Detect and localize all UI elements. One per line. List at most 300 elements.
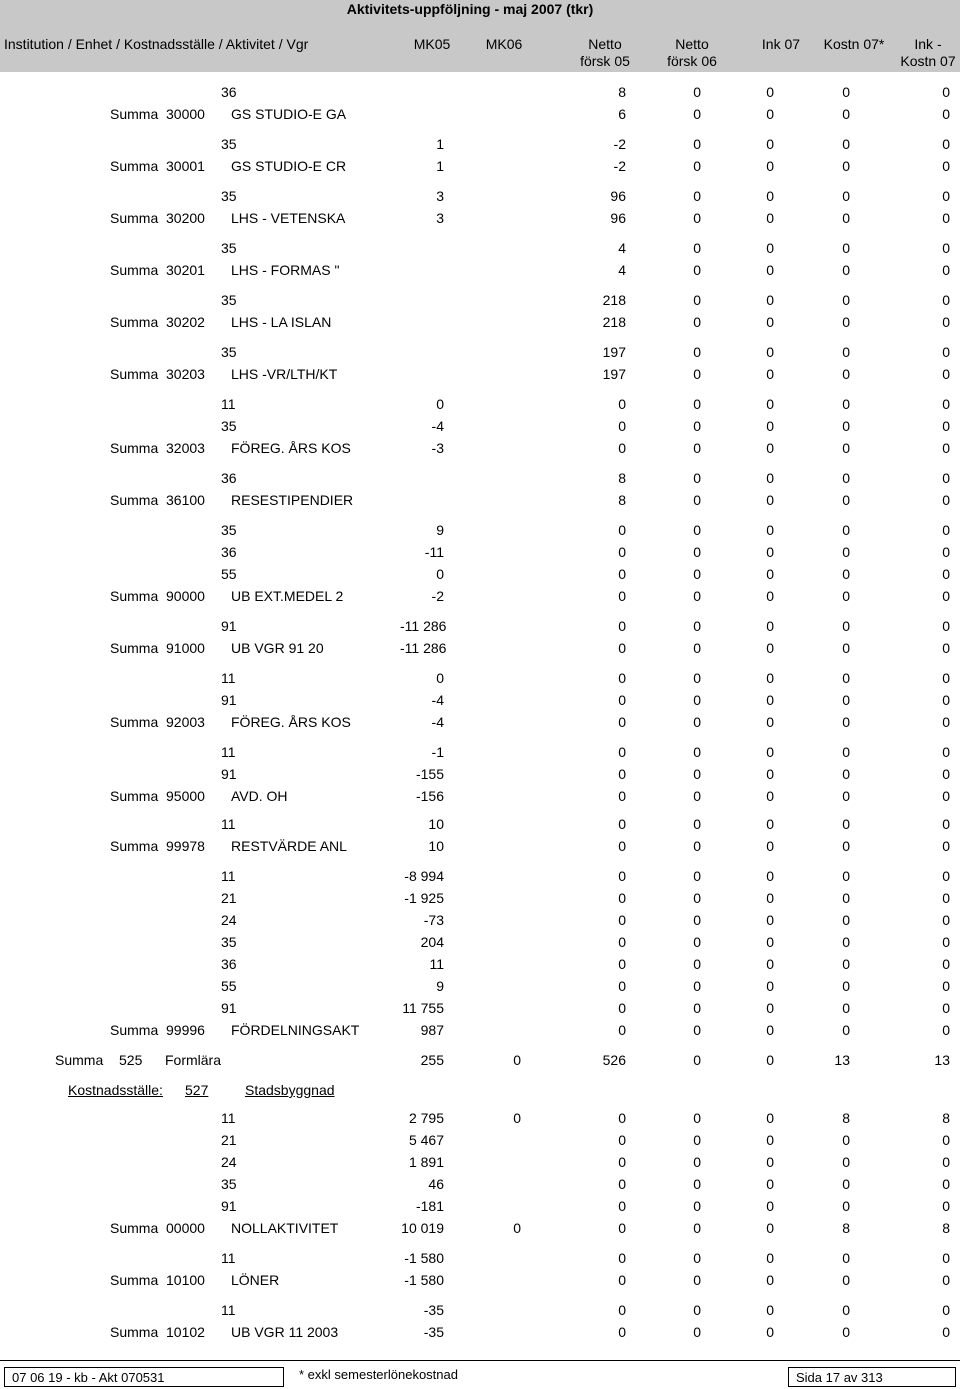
mk05-cell: -4 [431,418,444,434]
mk06-cell [470,84,521,100]
forsk06-cell: 0 [693,640,701,656]
forsk05-cell: 6 [618,106,626,122]
header-col-mk06: MK06 [485,36,523,52]
vgr-code: 35 [221,344,237,360]
mk06-cell [470,262,521,278]
forsk06-cell: 0 [693,314,701,330]
header-col-netto06 [650,36,734,70]
summa-label: Summa [110,838,159,854]
activity-id: 10102 [166,1324,205,1340]
ink07-cell: 0 [766,1250,774,1266]
forsk06-cell: 0 [693,890,701,906]
forsk05-cell: 0 [618,588,626,604]
mk05-cell: -181 [415,1198,444,1214]
forsk05-cell: 0 [618,1302,626,1318]
vgr-code: 11 [221,868,236,884]
kostn07-cell: 0 [842,366,850,382]
forsk06-cell: 0 [693,106,701,122]
ink-kostn07-cell: 0 [942,1176,950,1192]
mk06-cell [470,522,521,538]
kostn07-cell: 0 [842,544,850,560]
ink07-cell: 0 [766,978,774,994]
forsk06-cell: 0 [693,396,701,412]
kostn07-cell: 8 [842,1220,850,1236]
ink-kostn07-cell: 0 [942,1000,950,1016]
ink07-cell: 0 [766,1220,774,1236]
kostn07-cell: 0 [842,1176,850,1192]
mk06-cell [470,816,521,832]
footer-note: * exkl semesterlönekostnad [299,1367,458,1382]
header-col-netto06-line2: försk 06 [667,53,717,69]
vgr-code: 91 [221,1000,237,1016]
mk05-cell: -1 580 [404,1272,444,1288]
kostn07-cell: 0 [842,744,850,760]
kostn07-cell: 0 [842,396,850,412]
vgr-code: 21 [221,1132,237,1148]
ink-kostn07-cell: 0 [942,978,950,994]
vgr-code: 11 [221,744,236,760]
mk06-cell [470,1022,521,1038]
forsk06-cell: 0 [693,788,701,804]
summa-label: Summa [110,262,159,278]
forsk06-cell: 0 [693,136,701,152]
forsk06-cell: 0 [693,1022,701,1038]
kostn07-cell: 0 [842,240,850,256]
kostn07-cell: 0 [842,640,850,656]
ink-kostn07-cell: 8 [942,1220,950,1236]
kostn07-cell: 0 [842,210,850,226]
summa-label: Summa [55,1052,104,1068]
ink07-cell: 0 [766,84,774,100]
forsk05-cell: 96 [610,188,626,204]
ink07-cell: 0 [766,188,774,204]
kostn07-cell: 0 [842,766,850,782]
forsk05-cell: 0 [618,1272,626,1288]
forsk06-cell: 0 [693,934,701,950]
mk06-cell [470,158,521,174]
mk06-cell [470,1000,521,1016]
forsk05-cell: 96 [610,210,626,226]
activity-id: 95000 [166,788,205,804]
forsk05-cell: 0 [618,956,626,972]
ink-kostn07-cell: 0 [942,838,950,854]
forsk06-cell: 0 [693,978,701,994]
summa-label: Summa [110,1324,159,1340]
kostn07-cell: 8 [842,1110,850,1126]
ink07-cell: 0 [766,838,774,854]
summa-label: Summa [110,1022,159,1038]
mk06-cell [470,1132,521,1148]
mk06-cell [470,1154,521,1170]
kostn07-cell: 0 [842,1250,850,1266]
forsk06-cell: 0 [693,522,701,538]
activity-id: 30203 [166,366,205,382]
kostn07-cell: 13 [834,1052,850,1068]
ink07-cell: 0 [766,640,774,656]
ink-kostn07-cell: 0 [942,788,950,804]
report-header [0,0,960,72]
forsk05-cell: 0 [618,816,626,832]
ink-kostn07-cell: 0 [942,640,950,656]
summa-label: Summa [110,366,159,382]
ink-kostn07-cell: 0 [942,292,950,308]
mk05-cell [400,292,444,308]
kostn07-cell: 0 [842,1022,850,1038]
ink07-cell: 0 [766,106,774,122]
forsk05-cell: 0 [618,1220,626,1236]
vgr-code: 11 [221,1110,236,1126]
mk05-cell [400,240,444,256]
activity-id: 30001 [166,158,205,174]
forsk06-cell: 0 [693,1198,701,1214]
ink-kostn07-cell: 0 [942,1324,950,1340]
forsk05-cell: 0 [618,838,626,854]
kostn07-cell: 0 [842,84,850,100]
forsk05-cell: 218 [602,292,626,308]
activity-name: FÖREG. ÅRS KOS [231,714,351,730]
forsk05-cell: 0 [618,1176,626,1192]
ink07-cell: 0 [766,816,774,832]
mk05-cell: 1 891 [408,1154,444,1170]
ink07-cell: 0 [766,934,774,950]
activity-id: 30201 [166,262,205,278]
mk05-cell [400,344,444,360]
mk06-cell [470,618,521,634]
kostn07-cell: 0 [842,1272,850,1288]
kostnadsstalle-name: Formlära [165,1052,222,1068]
mk06-cell [470,670,521,686]
forsk05-cell: 0 [618,1198,626,1214]
vgr-code: 55 [221,566,237,582]
mk06-cell [470,440,521,456]
vgr-code: 35 [221,240,237,256]
forsk05-cell: 0 [618,1154,626,1170]
forsk06-cell: 0 [693,492,701,508]
header-col-netto06-line1: Netto [675,36,709,52]
ink07-cell: 0 [766,314,774,330]
ink07-cell: 0 [766,366,774,382]
header-col-netto05 [560,36,650,70]
forsk06-cell: 0 [693,188,701,204]
activity-name: GS STUDIO-E CR [231,158,347,174]
forsk05-cell: 0 [618,714,626,730]
forsk06-cell: 0 [693,566,701,582]
vgr-code: 35 [221,1176,237,1192]
forsk06-cell: 0 [693,418,701,434]
ink07-cell: 0 [766,440,774,456]
mk06-cell [470,106,521,122]
mk06-cell [470,868,521,884]
forsk06-cell: 0 [693,210,701,226]
mk06-cell [470,1302,521,1318]
ink-kostn07-cell: 0 [942,566,950,582]
footer-divider [0,1360,960,1361]
header-col-netto05-line2: försk 05 [580,53,630,69]
mk05-cell: -155 [415,766,444,782]
mk06-cell: 0 [513,1220,521,1236]
mk05-cell: 46 [428,1176,444,1192]
forsk05-cell: 0 [618,396,626,412]
ink07-cell: 0 [766,618,774,634]
vgr-code: 35 [221,188,237,204]
mk05-cell: 9 [436,978,444,994]
mk05-cell: -2 [431,588,444,604]
ink-kostn07-cell: 0 [942,344,950,360]
kostn07-cell: 0 [842,934,850,950]
summa-label: Summa [110,588,159,604]
mk06-cell [470,1198,521,1214]
ink-kostn07-cell: 0 [942,84,950,100]
forsk05-cell: 0 [618,1000,626,1016]
ink-kostn07-cell: 0 [942,868,950,884]
header-col-hierarchy: Institution / Enhet / Kostnadsställe / Aktivitet / Vgr [4,36,309,52]
forsk05-cell: 0 [618,418,626,434]
mk05-cell: 204 [420,934,444,950]
ink07-cell: 0 [766,1022,774,1038]
mk06-cell [470,544,521,560]
mk05-cell [400,84,444,100]
activity-id: 91000 [166,640,205,656]
mk05-cell: -11 [424,544,444,560]
summa-label: Summa [110,1272,159,1288]
vgr-code: 11 [221,396,236,412]
mk06-cell [470,292,521,308]
forsk05-cell: 4 [618,262,626,278]
mk06-cell [470,396,521,412]
ink07-cell: 0 [766,956,774,972]
ink07-cell: 0 [766,766,774,782]
kostn07-cell: 0 [842,912,850,928]
vgr-code: 91 [221,1198,237,1214]
forsk06-cell: 0 [693,766,701,782]
activity-name: FÖRDELNINGSAKT [231,1022,360,1038]
mk05-cell: -3 [431,440,444,456]
mk05-cell: -4 [431,714,444,730]
kostn07-cell: 0 [842,890,850,906]
mk05-cell: 10 [428,838,444,854]
forsk05-cell: 8 [618,492,626,508]
header-col-netto05-line1: Netto [588,36,622,52]
vgr-code: 36 [221,544,237,560]
kostn07-cell: 0 [842,262,850,278]
forsk06-cell: 0 [693,366,701,382]
forsk05-cell: -2 [613,136,626,152]
header-col-ink-kostn07-line2: Kostn 07 [900,53,956,69]
vgr-code: 21 [221,890,237,906]
activity-id: 90000 [166,588,205,604]
activity-name: RESTVÄRDE ANL [231,838,347,854]
mk05-cell [400,262,444,278]
forsk05-cell: 0 [618,618,626,634]
mk06-cell [470,838,521,854]
ink-kostn07-cell: 0 [942,890,950,906]
footer-print-info: 07 06 19 - kb - Akt 070531 [4,1367,284,1387]
forsk06-cell: 0 [693,714,701,730]
mk06-cell [470,588,521,604]
kostnadsstalle-name: Stadsbyggnad [245,1082,335,1098]
ink07-cell: 0 [766,692,774,708]
mk05-cell: 10 [428,816,444,832]
ink-kostn07-cell: 0 [942,618,950,634]
forsk05-cell: 0 [618,978,626,994]
kostn07-cell: 0 [842,492,850,508]
vgr-code: 91 [221,618,237,634]
mk05-cell: -8 994 [404,868,444,884]
summa-label: Summa [110,210,159,226]
activity-name: AVD. OH [231,788,288,804]
vgr-code: 36 [221,956,237,972]
forsk06-cell: 0 [693,618,701,634]
kostn07-cell: 0 [842,1000,850,1016]
ink-kostn07-cell: 0 [942,106,950,122]
kostn07-cell: 0 [842,1198,850,1214]
kostn07-cell: 0 [842,816,850,832]
ink-kostn07-cell: 0 [942,418,950,434]
mk05-cell: 0 [436,396,444,412]
forsk05-cell: 0 [618,868,626,884]
mk06-cell [470,692,521,708]
forsk06-cell: 0 [693,1324,701,1340]
kostn07-cell: 0 [842,106,850,122]
activity-name: UB VGR 11 2003 [231,1324,339,1340]
vgr-code: 35 [221,522,237,538]
activity-name: LHS - VETENSKA [231,210,346,226]
forsk05-cell: 0 [618,788,626,804]
ink07-cell: 0 [766,522,774,538]
ink-kostn07-cell: 0 [942,366,950,382]
ink07-cell: 0 [766,1198,774,1214]
activity-name: LHS - LA ISLAN [231,314,332,330]
mk05-cell [400,106,444,122]
kostn07-cell: 0 [842,440,850,456]
ink-kostn07-cell: 0 [942,912,950,928]
ink07-cell: 0 [766,210,774,226]
ink-kostn07-cell: 0 [942,544,950,560]
kostn07-cell: 0 [842,158,850,174]
summa-label: Summa [110,492,159,508]
kostn07-cell: 0 [842,470,850,486]
ink07-cell: 0 [766,912,774,928]
ink-kostn07-cell: 0 [942,210,950,226]
ink07-cell: 0 [766,588,774,604]
forsk06-cell: 0 [693,744,701,760]
activity-id: 99978 [166,838,205,854]
vgr-code: 36 [221,84,237,100]
ink-kostn07-cell: 0 [942,522,950,538]
header-col-ink-kostn07-line1: Ink - [914,36,942,52]
mk06-cell [470,934,521,950]
header-col-mk05: MK05 [413,36,451,52]
forsk05-cell: 4 [618,240,626,256]
kostn07-cell: 0 [842,868,850,884]
mk05-cell [400,314,444,330]
activity-id: 99996 [166,1022,205,1038]
kostn07-cell: 0 [842,1154,850,1170]
activity-id: 36100 [166,492,205,508]
forsk05-cell: 0 [618,1324,626,1340]
forsk06-cell: 0 [693,1000,701,1016]
summa-label: Summa [110,640,159,656]
ink07-cell: 0 [766,344,774,360]
activity-name: UB EXT.MEDEL 2 [231,588,344,604]
forsk06-cell: 0 [693,1302,701,1318]
ink07-cell: 0 [766,262,774,278]
mk06-cell [470,344,521,360]
header-col-kostn07: Kostn 07* [823,36,885,52]
ink07-cell: 0 [766,1324,774,1340]
forsk05-cell: 8 [618,84,626,100]
vgr-code: 55 [221,978,237,994]
ink07-cell: 0 [766,1302,774,1318]
mk06-cell [470,1324,521,1340]
ink-kostn07-cell: 0 [942,588,950,604]
mk06-cell: 0 [513,1110,521,1126]
forsk05-cell: -2 [613,158,626,174]
vgr-code: 11 [221,670,236,686]
kostn07-cell: 0 [842,188,850,204]
mk05-cell: -1 925 [404,890,444,906]
mk06-cell [470,912,521,928]
ink-kostn07-cell: 0 [942,188,950,204]
mk06-cell [470,418,521,434]
forsk05-cell: 0 [618,640,626,656]
summa-label: Summa [110,788,159,804]
forsk06-cell: 0 [693,956,701,972]
kostn07-cell: 0 [842,788,850,804]
mk06-cell [470,240,521,256]
mk06-cell [470,744,521,760]
ink07-cell: 0 [766,240,774,256]
vgr-code: 35 [221,418,237,434]
kostnadsstalle-id: 527 [185,1082,209,1098]
forsk06-cell: 0 [693,1154,701,1170]
mk05-cell: 11 [429,956,444,972]
mk06-cell [470,714,521,730]
ink07-cell: 0 [766,470,774,486]
mk05-cell: -35 [423,1324,444,1340]
vgr-code: 91 [221,692,237,708]
forsk05-cell: 0 [618,1110,626,1126]
ink-kostn07-cell: 0 [942,1132,950,1148]
forsk06-cell: 0 [693,1110,701,1126]
forsk06-cell: 0 [693,440,701,456]
summa-label: Summa [110,1220,159,1236]
mk05-cell: -1 [431,744,444,760]
kostn07-cell: 0 [842,670,850,686]
ink07-cell: 0 [766,1154,774,1170]
mk06-cell [470,1176,521,1192]
vgr-code: 35 [221,136,237,152]
ink07-cell: 0 [766,418,774,434]
ink07-cell: 0 [766,1110,774,1126]
vgr-code: 11 [221,1302,236,1318]
kostn07-cell: 0 [842,618,850,634]
vgr-code: 11 [221,816,236,832]
summa-label: Summa [110,158,159,174]
summa-label: Summa [110,314,159,330]
kostn07-cell: 0 [842,344,850,360]
activity-name: LHS -VR/LTH/KT [231,366,338,382]
forsk06-cell: 0 [693,588,701,604]
mk05-cell: -11 286 [400,618,447,634]
ink-kostn07-cell: 0 [942,440,950,456]
forsk06-cell: 0 [693,1132,701,1148]
forsk05-cell: 0 [618,692,626,708]
forsk05-cell: 8 [618,470,626,486]
ink-kostn07-cell: 0 [942,1198,950,1214]
forsk05-cell: 0 [618,744,626,760]
forsk06-cell: 0 [693,868,701,884]
